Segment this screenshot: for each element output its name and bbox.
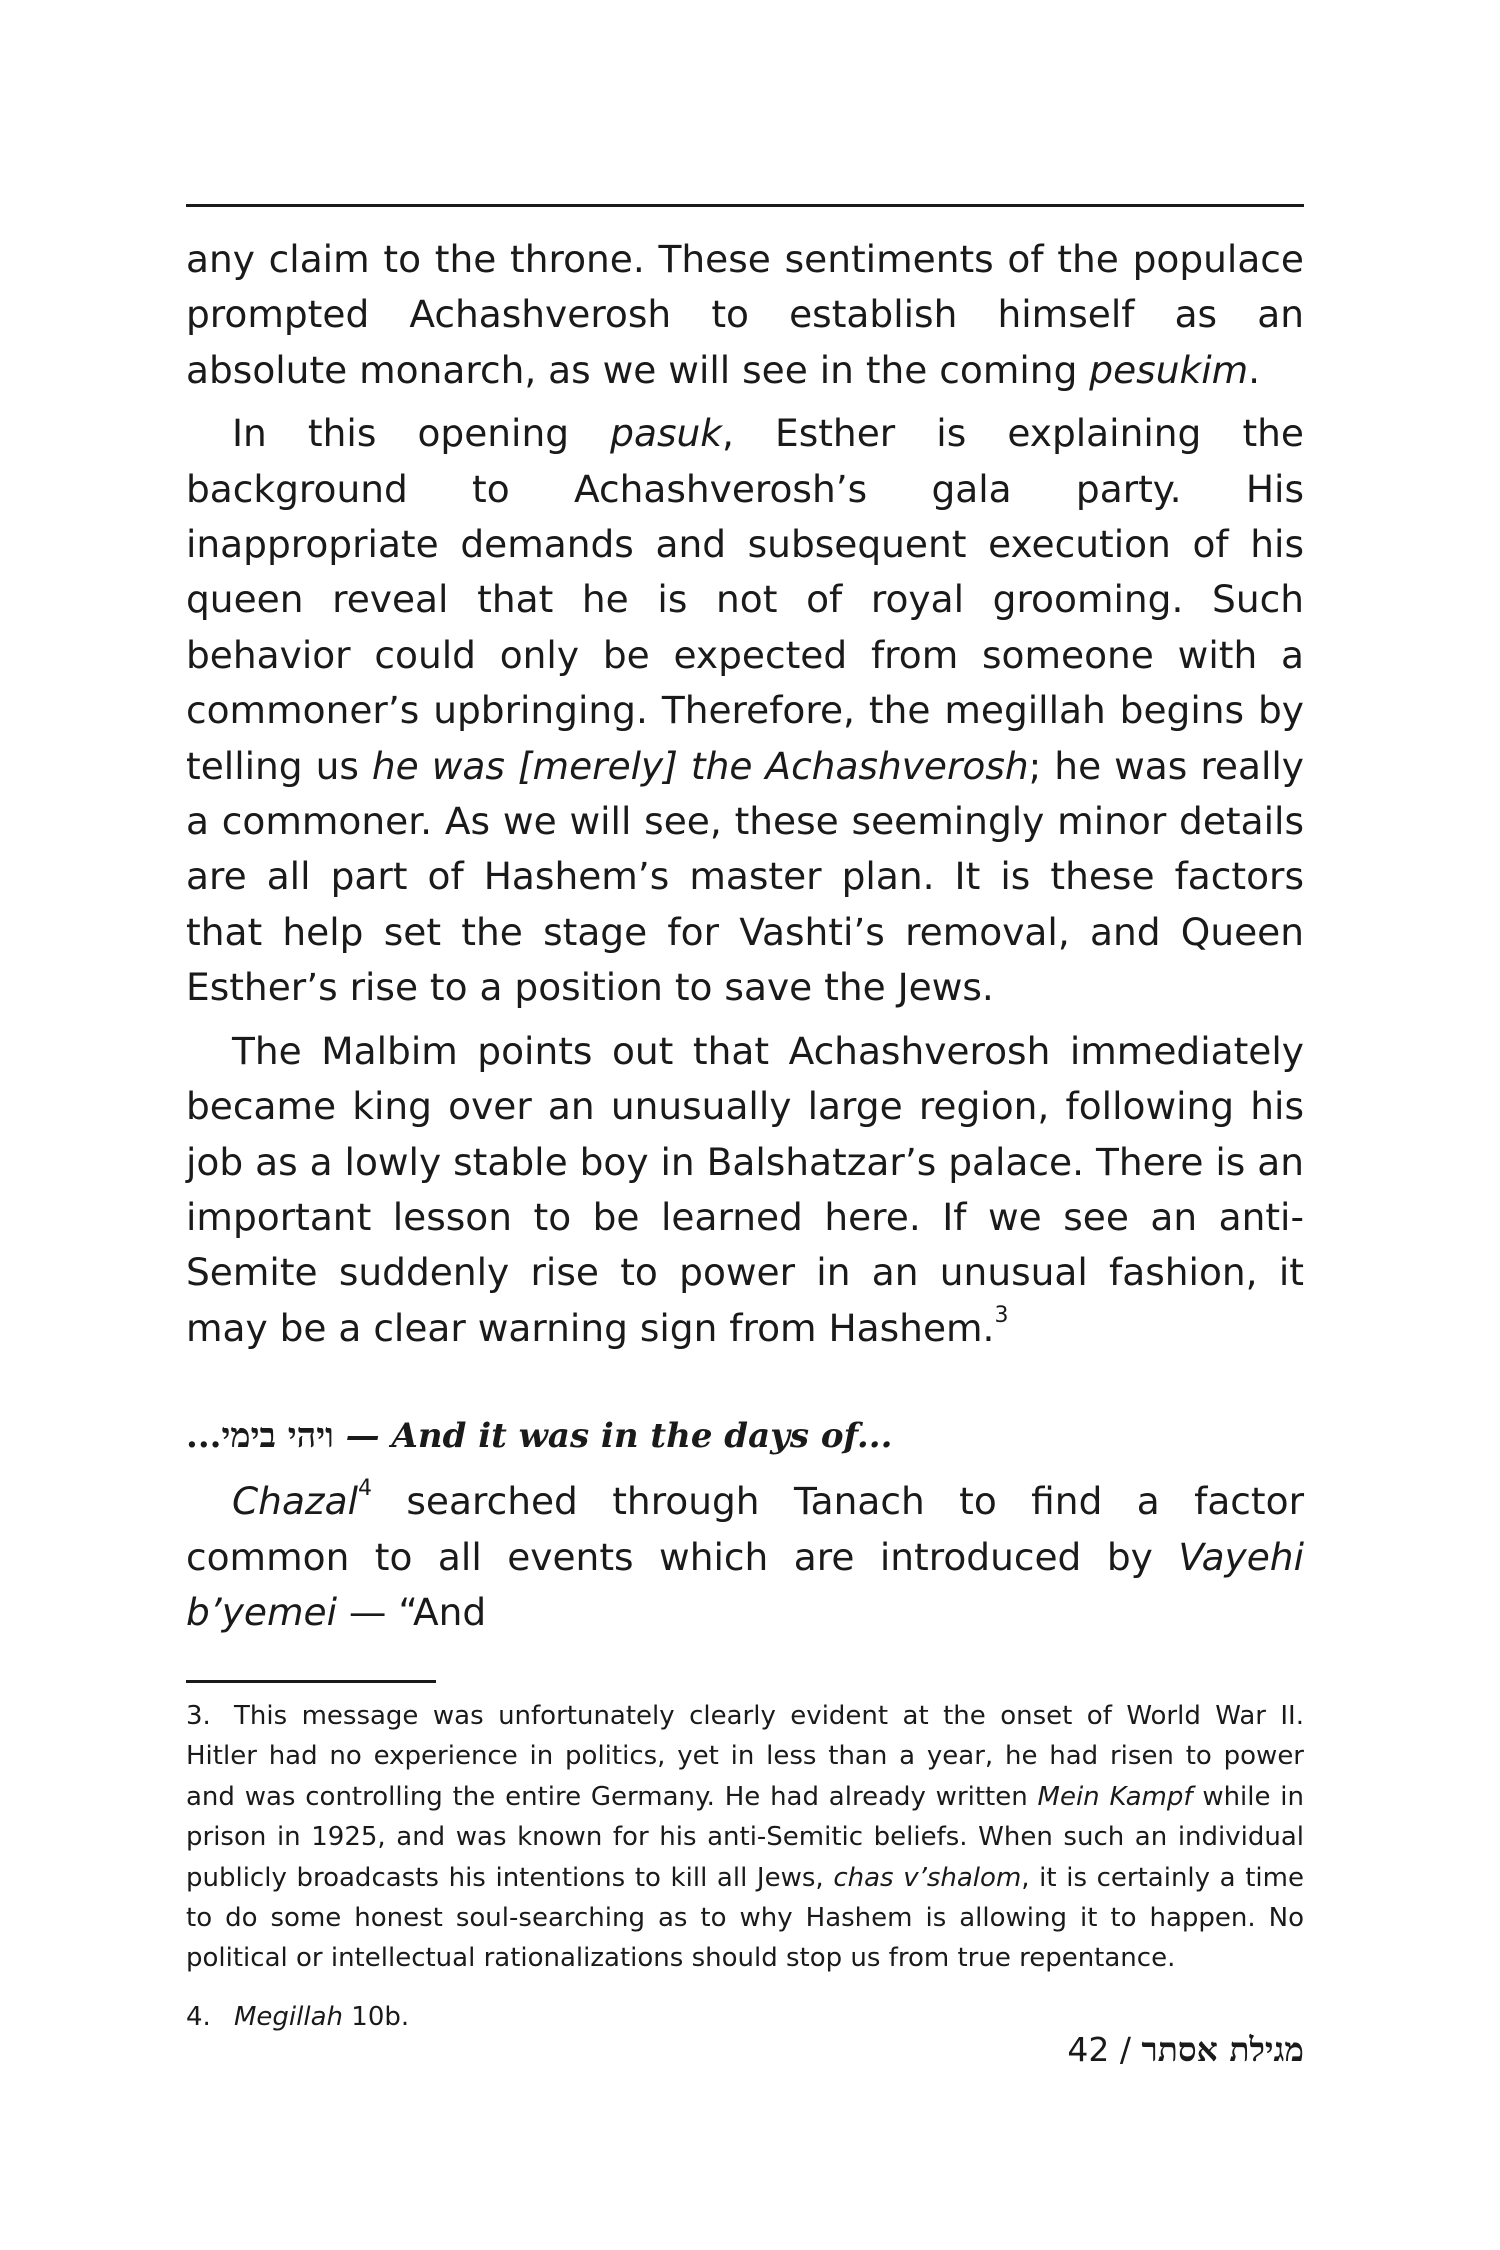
footnote-3 xyxy=(186,1696,1304,1979)
italic-term: Megillah xyxy=(234,2001,344,2032)
italic-term: Mein Kampf xyxy=(1037,1781,1193,1812)
footnote-number: 3. xyxy=(186,1701,211,1731)
text-run: while in prison in 1925, and was known for his anti-Semitic beliefs. When such an individual publicly broadcasts his intentions to kill all Jews, xyxy=(186,1781,1305,1893)
page-footer xyxy=(186,2030,1304,2070)
paragraph-4 xyxy=(186,1474,1304,1640)
footnotes xyxy=(186,1696,1304,2055)
heading-hebrew: ויהי בימי... xyxy=(186,1416,334,1457)
paragraph-2 xyxy=(186,406,1304,1015)
section-heading xyxy=(186,1412,1304,1460)
italic-term: chas v’shalom xyxy=(833,1862,1022,1893)
text-run: , Esther is explaining the background to Achashverosh’s gala party. His inappropriate demands and subsequent execution of his queen reveal that he is not of royal grooming. Such behavior could only be expected from someone with a commoner’s upbringing. Therefore, the megillah begins by telling us xyxy=(186,411,1304,788)
italic-term: Chazal xyxy=(232,1479,359,1524)
text-run: searched through Tanach to find a factor common to all events which are introduced by xyxy=(186,1479,1304,1579)
main-text xyxy=(186,232,1304,1648)
footnote-rule xyxy=(186,1680,436,1683)
text-run: , it is certainly a time to do some honest soul-searching as to why Hashem is allowing it to happen. No political or intellectual rationalizations should stop us from true repentance. xyxy=(186,1862,1304,1974)
text-run: This message was unfortunately clearly evident at the onset of World War II. Hitler had no experience in politics, yet in less than a year, he had risen to power and was controlling the entire Germany. He had already written xyxy=(186,1701,1304,1812)
italic-term: he was [merely] the Achashverosh xyxy=(371,743,1029,788)
text-run: The Malbim points out that Achashverosh immediately became king over an unusually large region, following his job as a lowly stable boy in Balshatzar’s palace. There is an important lesson to be learned here. If we see an anti-Semite suddenly rise to power in an unusual fashion, it may be a clear warning sign from Hashem. xyxy=(186,1028,1304,1350)
italic-term: pasuk xyxy=(610,411,722,456)
footnote-number: 4. xyxy=(186,2001,211,2032)
page-number: 42 xyxy=(1067,2030,1110,2069)
text-run: any claim to the throne. These sentiments of the populace prompted Achashverosh to establish himself as an absolute monarch, as we will see in the coming xyxy=(186,237,1304,392)
footnote-ref-3: 3 xyxy=(994,1302,1009,1328)
footnote-ref-4: 4 xyxy=(358,1476,373,1502)
text-run: . xyxy=(1248,347,1261,392)
italic-term: Vayehi b’yemei xyxy=(186,1534,1304,1634)
italic-term: pesukim xyxy=(1089,347,1249,392)
footer-separator: / xyxy=(1109,2030,1142,2069)
running-title: מגילת אסתר xyxy=(1141,2030,1304,2069)
text-run: In this opening xyxy=(232,411,611,456)
text-run: ; he was really a commoner. As we will see, these seemingly minor details are all part of Hashem’s master plan. It is these factors that help set the stage for Vashti’s removal, and Queen Esther’s rise to a position to save the Jews. xyxy=(186,743,1304,1010)
top-rule xyxy=(186,204,1304,207)
heading-english: — And it was in the days of... xyxy=(333,1416,893,1457)
text-run: 10b. xyxy=(343,2001,410,2032)
paragraph-1 xyxy=(186,232,1304,398)
paragraph-3 xyxy=(186,1024,1304,1356)
text-run: — “And xyxy=(337,1589,487,1634)
